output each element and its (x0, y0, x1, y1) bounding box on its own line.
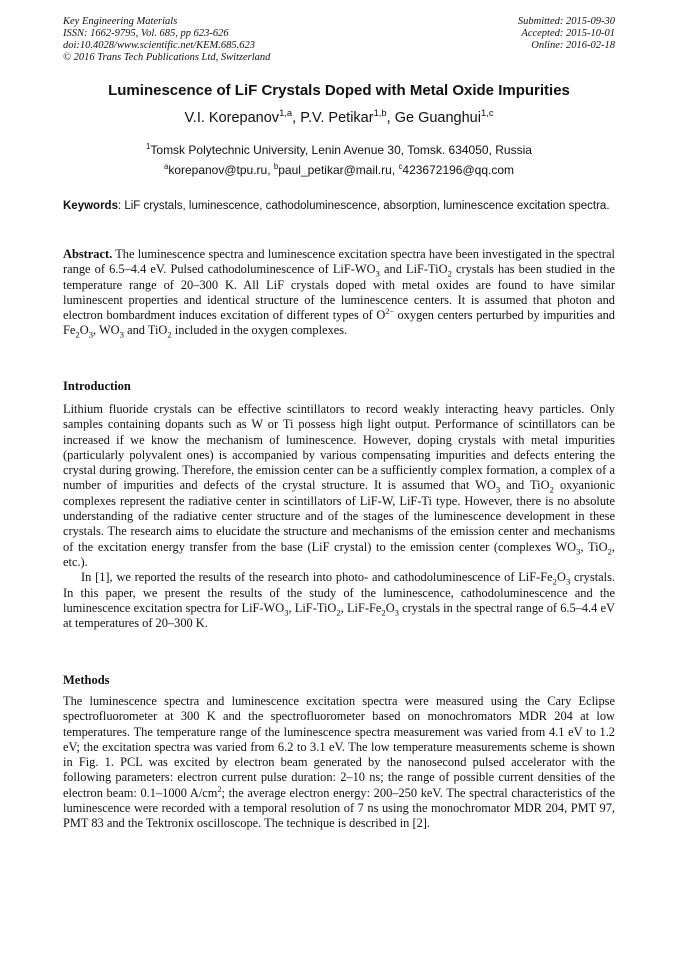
subscript: 2 (549, 484, 554, 495)
keywords (63, 199, 615, 213)
journal-name: Key Engineering Materials (63, 16, 178, 27)
copyright: © 2016 Trans Tech Publications Ltd, Switzerland (63, 52, 271, 63)
affiliation-sup: 1 (146, 142, 151, 151)
subscript: 3 (375, 268, 380, 279)
text: ; the average electron energy: 200–250 keV. The spectral characteristics of the luminescence were recorded with a temporal resolution of 7 ns using the monochromator MDR 204, PMT 97, PMT 83 and the Tektronix oscilloscope. The technique is described in [2]. (63, 785, 615, 831)
text: oxyanionic complexes represent the radiative center in scintillators of LiF-W, LiF-Ti type. However, there is no absolute understanding of the radiative center structure and of the stages of the luminescence development in these crystals. The research aims to elucidate the structure and mechanisms of the emission center and mechanisms of the excitation energy transfer from the base (LiF crystal) to the emission center (complexes WO (63, 478, 616, 554)
subscript: 2 (552, 576, 557, 587)
email-sup: b (273, 162, 279, 171)
authors: V.I. Korepanov$^{1,a}$, P.V. Petikar$^{1,b}$, Ge Guanghui$^{1,c}$ (184, 107, 494, 126)
text: , etc.). (63, 539, 615, 569)
affiliation-text: Tomsk Polytechnic University, Lenin Avenue 30, Tomsk. 634050, Russia (150, 143, 532, 157)
email: korepanov@tpu.ru, (168, 163, 271, 177)
subscript: 2 (75, 329, 80, 340)
text: O (556, 570, 566, 585)
subscript: 3 (495, 484, 501, 495)
subscript: 3 (565, 576, 571, 587)
methods-body (63, 694, 615, 832)
subscript: 3 (119, 329, 124, 340)
subscript: 3 (284, 607, 289, 618)
text: , LiF-Fe (340, 600, 382, 615)
abstract-text: O (79, 323, 89, 338)
abstract-text: The luminescence spectra and luminescence excitation spectra have been investigated in the spectral range of 6.5–4.4 eV. Pulsed cathodoluminescence of LiF-WO (63, 247, 615, 277)
keywords-text: : LiF crystals, luminescence, cathodoluminescence, absorption, luminescence excitation spectra. (117, 200, 610, 212)
text: , LiF-TiO (288, 600, 337, 615)
superscript: 2− (385, 307, 394, 317)
journal-info (63, 16, 270, 64)
affiliation (0, 143, 678, 157)
text: Lithium fluoride crystals can be effective scintillators to record weakly interacting heavy particles. Only samples containing dopants such as W or Ti possess high light output. Performance of scintillators can be increased if we know the mechanism of luminescence. However, doping crystals with metal impurities (particularly polyvalent ones) is accompanied by various compensating impurities and defects entering the crystal during growing. Therefore, the emission center can be a sufficiently complex formation, a complex of a number of impurities and defects of the crystal structure. It is assumed that WO (63, 402, 615, 493)
paper-title: Luminescence of LiF Crystals Doped with Metal Oxide Impurities (108, 82, 570, 99)
email-sup: c (398, 162, 403, 171)
introduction-body (63, 402, 615, 631)
abstract-text: oxygen centers perturbed by impurities and Fe (63, 308, 615, 338)
abstract-text: included in the oxygen complexes. (171, 323, 348, 338)
text: and TiO (500, 478, 550, 493)
author-sup: 1,a (279, 107, 293, 119)
subscript: 3 (576, 546, 581, 557)
text: crystals. In this paper, we present the results of the study of the luminescence, cathodoluminescence and the luminescence excitation spectra for LiF-WO (63, 570, 615, 615)
author-sup: 1,b (373, 107, 387, 119)
abstract-text: and TiO (123, 323, 168, 338)
text: The luminescence spectra and luminescence excitation spectra were measured using the Cary Eclipse spectrofluorometer at 300 K and the spectrofluorometer based on monochromators MDR 204 at low temperatures. The temperature range of the luminescence spectra measurement was varied from 4.1 eV to 1.2 eV; the excitation spectra was varied from 6.2 to 3.1 eV. The low temperature measurements scheme is shown in Fig. 1. PCL was excited by electron beam generated by the nanosecond pulsed accelerator with the following parameters: electron current pulse duration: 2–10 ns; the range of possible current densities of the electron beam: 0.1–1000 A/cm (63, 694, 615, 800)
subscript: 2 (336, 607, 341, 618)
doi: doi:10.4028/www.scientific.net/KEM.685.623 (63, 40, 255, 51)
author-name: V.I. Korepanov (184, 110, 280, 126)
subscript: 3 (394, 607, 399, 618)
dates-info (518, 16, 615, 52)
subscript: 2 (381, 607, 386, 618)
paragraph (63, 570, 615, 631)
author-sup: 1,c (480, 107, 494, 119)
email: 423672196@qq.com (402, 163, 515, 177)
online-date: Online: 2016-02-18 (531, 40, 615, 51)
abstract-label: Abstract. (63, 247, 113, 261)
text: In [1], we reported the results of the research into photo- and cathodoluminescence of LiF-Fe (81, 570, 553, 585)
text: , TiO (580, 539, 608, 554)
text: crystals in the spectral range of 6.5–4.4 eV at temperatures of 20–300 K. (63, 600, 615, 631)
subscript: 2 (447, 268, 452, 279)
issn: ISSN: 1662-9795, Vol. 685, pp 623-626 (63, 28, 229, 39)
subscript: 2 (607, 546, 612, 557)
superscript: 2 (217, 784, 222, 794)
abstract-text: , WO (93, 323, 120, 338)
submitted-date: Submitted: 2015-09-30 (517, 16, 615, 27)
section-heading-methods: Methods (63, 673, 110, 687)
author-name: Ge Guanghui (394, 110, 481, 126)
email-sup: a (163, 162, 169, 171)
paragraph (63, 402, 615, 570)
keywords-label: Keywords (63, 200, 118, 212)
subscript: 3 (88, 329, 94, 340)
accepted-date: Accepted: 2015-10-01 (521, 28, 615, 39)
text: O (385, 600, 395, 615)
abstract (63, 247, 615, 339)
author-name: P.V. Petikar (300, 110, 374, 126)
author-emails (0, 163, 678, 177)
subscript: 2 (167, 329, 172, 340)
abstract-text: crystals has been studied in the temperature range of 20–300 K. All LiF crystals doped with metal oxides are found to have similar luminescent properties and identical structure of the luminescence centers. It is assumed that photon and electron bombardment induces excitation of different types of O (63, 262, 615, 323)
section-heading-introduction: Introduction (63, 379, 131, 393)
abstract-text: and LiF-TiO (379, 262, 448, 277)
email: paul_petikar@mail.ru, (278, 163, 396, 177)
